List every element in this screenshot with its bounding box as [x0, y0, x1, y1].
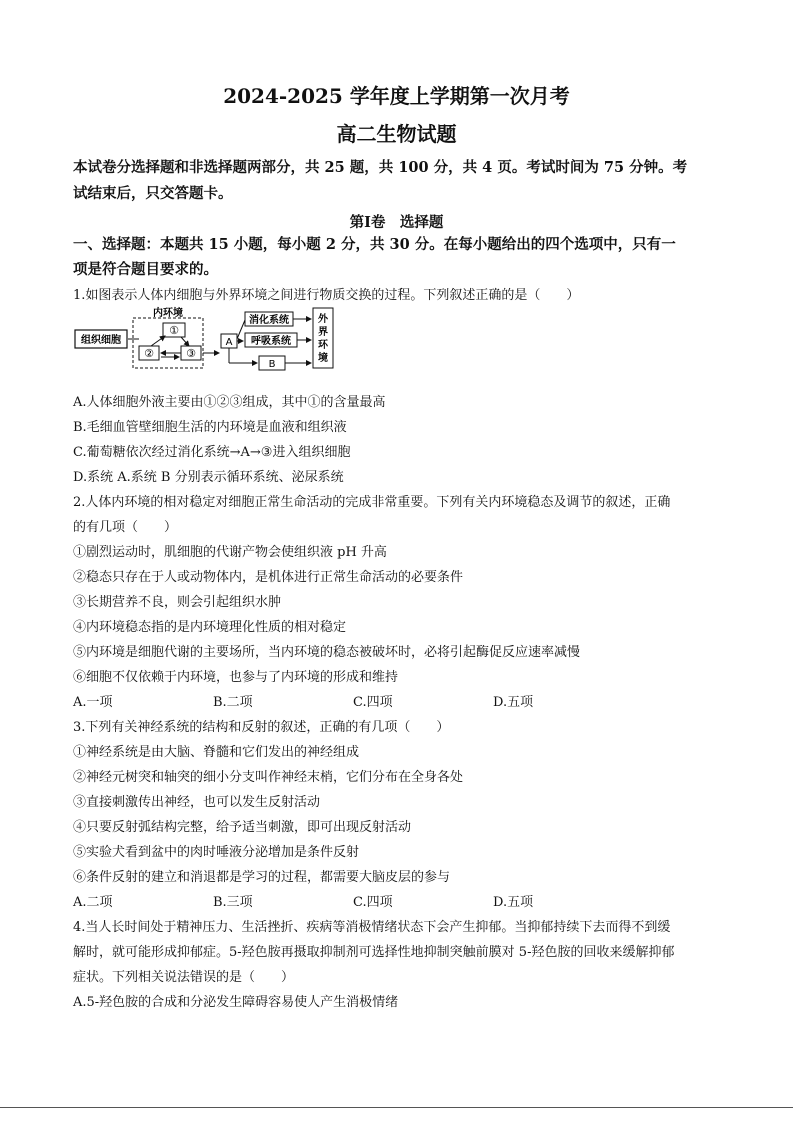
- q3-option-d: D.五项: [493, 895, 534, 910]
- node-1-label: ①: [169, 324, 179, 337]
- q2-statement-2: ②稳态只存在于人或动物体内，是机体进行正常生命活动的必要条件: [73, 570, 464, 585]
- page-bottom-rule: [0, 1107, 793, 1108]
- system-b-label: B: [268, 359, 276, 370]
- q4-stem-1: 4.当人长时间处于精神压力、生活挫折、疾病等消极情绪状态下会产生抑郁。当抑郁持续下去而得不到缓: [73, 920, 671, 935]
- q3-statement-1: ①神经系统是由大脑、脊髓和它们发出的神经组成: [73, 745, 360, 760]
- intro-line-2: 试结束后，只交答题卡。: [73, 185, 233, 202]
- q1-option-a: A.人体细胞外液主要由①②③组成，其中①的含量最高: [73, 395, 386, 410]
- exam-title: 2024-2025 学年度上学期第一次月考: [223, 84, 570, 108]
- exchange-diagram: [73, 306, 363, 376]
- arrow-2-1: [151, 336, 165, 346]
- q3-option-b: B.三项: [213, 895, 253, 910]
- node-3-label: ③: [186, 347, 196, 360]
- exam-subtitle: 高二生物试题: [336, 122, 457, 146]
- q2-statement-1: ①剧烈运动时，肌细胞的代谢产物会使组织液 pH 升高: [73, 545, 387, 560]
- internal-env-label: 内环境: [153, 308, 183, 319]
- q2-statement-4: ④内环境稳态指的是内环境理化性质的相对稳定: [73, 620, 347, 635]
- q3-statement-5: ⑤实验犬看到盆中的肉时唾液分泌增加是条件反射: [73, 845, 360, 860]
- external-char-3: 环: [318, 340, 328, 351]
- q2-statement-5: ⑤内环境是细胞代谢的主要场所，当内环境的稳态被破坏时，必将引起酶促反应速率减慢: [73, 645, 581, 660]
- external-char-2: 界: [318, 327, 328, 338]
- q4-stem-2: 解时，就可能形成抑郁症。5-羟色胺再摄取抑制剂可选择性地抑制突触前膜对 5-羟色胺的回收来缓解抑郁: [73, 945, 675, 960]
- external-char-4: 境: [318, 353, 328, 364]
- q1-option-b: B.毛细血管壁细胞生活的内环境是血液和组织液: [73, 420, 347, 435]
- q4-stem-3: 症状。下列相关说法错误的是（ ）: [73, 970, 295, 985]
- link-a-digestive: [237, 320, 245, 339]
- section-instructions-1: 一、选择题：本题共 15 小题，每小题 2 分，共 30 分。在每小题给出的四个选项中，只有一: [73, 236, 676, 253]
- respiratory-label: 呼吸系统: [251, 336, 291, 347]
- q2-option-c: C.四项: [353, 695, 393, 710]
- q3-statement-2: ②神经元树突和轴突的细小分支叫作神经末梢，它们分布在全身各处: [73, 770, 464, 785]
- q3-option-a: A.二项: [73, 895, 113, 910]
- q1-option-c: C.葡萄糖依次经过消化系统→A→③进入组织细胞: [73, 445, 351, 460]
- q2-option-d: D.五项: [493, 695, 534, 710]
- external-char-1: 外: [318, 314, 328, 325]
- q2-statement-3: ③长期营养不良，则会引起组织水肿: [73, 595, 282, 610]
- q3-stem: 3.下列有关神经系统的结构和反射的叙述，正确的有几项（ ）: [73, 720, 450, 735]
- q1-stem: 1.如图表示人体内细胞与外界环境之间进行物质交换的过程。下列叙述正确的是（ ）: [73, 288, 580, 303]
- q2-stem-1: 2.人体内环境的相对稳定对细胞正常生命活动的完成非常重要。下列有关内环境稳态及调节的叙述，正确: [73, 495, 671, 510]
- q3-statement-3: ③直接刺激传出神经，也可以发生反射活动: [73, 795, 321, 810]
- tissue-cell-label: 组织细胞: [81, 335, 121, 346]
- q3-statement-6: ⑥条件反射的建立和消退都是学习的过程，都需要大脑皮层的参与: [73, 870, 451, 885]
- intro-line-1: 本试卷分选择题和非选择题两部分，共 25 题，共 100 分，共 4 页。考试时间为 75 分钟。考: [73, 159, 688, 176]
- q3-option-c: C.四项: [353, 895, 393, 910]
- section-title: 第Ⅰ卷 选择题: [349, 214, 444, 231]
- q2-option-a: A.一项: [73, 695, 113, 710]
- section-instructions-2: 项是符合题目要求的。: [73, 261, 218, 278]
- q2-stem-2: 的有几项（ ）: [73, 520, 178, 535]
- node-2-label: ②: [144, 347, 154, 360]
- q1-diagram: [73, 306, 363, 380]
- q2-statement-6: ⑥细胞不仅依赖于内环境，也参与了内环境的形成和维持: [73, 670, 399, 685]
- q4-option-a: A.5-羟色胺的合成和分泌发生障碍容易使人产生消极情绪: [73, 995, 399, 1010]
- q1-option-d: D.系统 A.系统 B 分别表示循环系统、泌尿系统: [73, 470, 344, 485]
- q3-statement-4: ④只要反射弧结构完整，给予适当刺激，即可出现反射活动: [73, 820, 412, 835]
- system-a-label: A: [225, 337, 233, 348]
- arrow-1-3: [181, 337, 189, 346]
- digestive-label: 消化系统: [249, 315, 289, 326]
- q2-option-b: B.二项: [213, 695, 253, 710]
